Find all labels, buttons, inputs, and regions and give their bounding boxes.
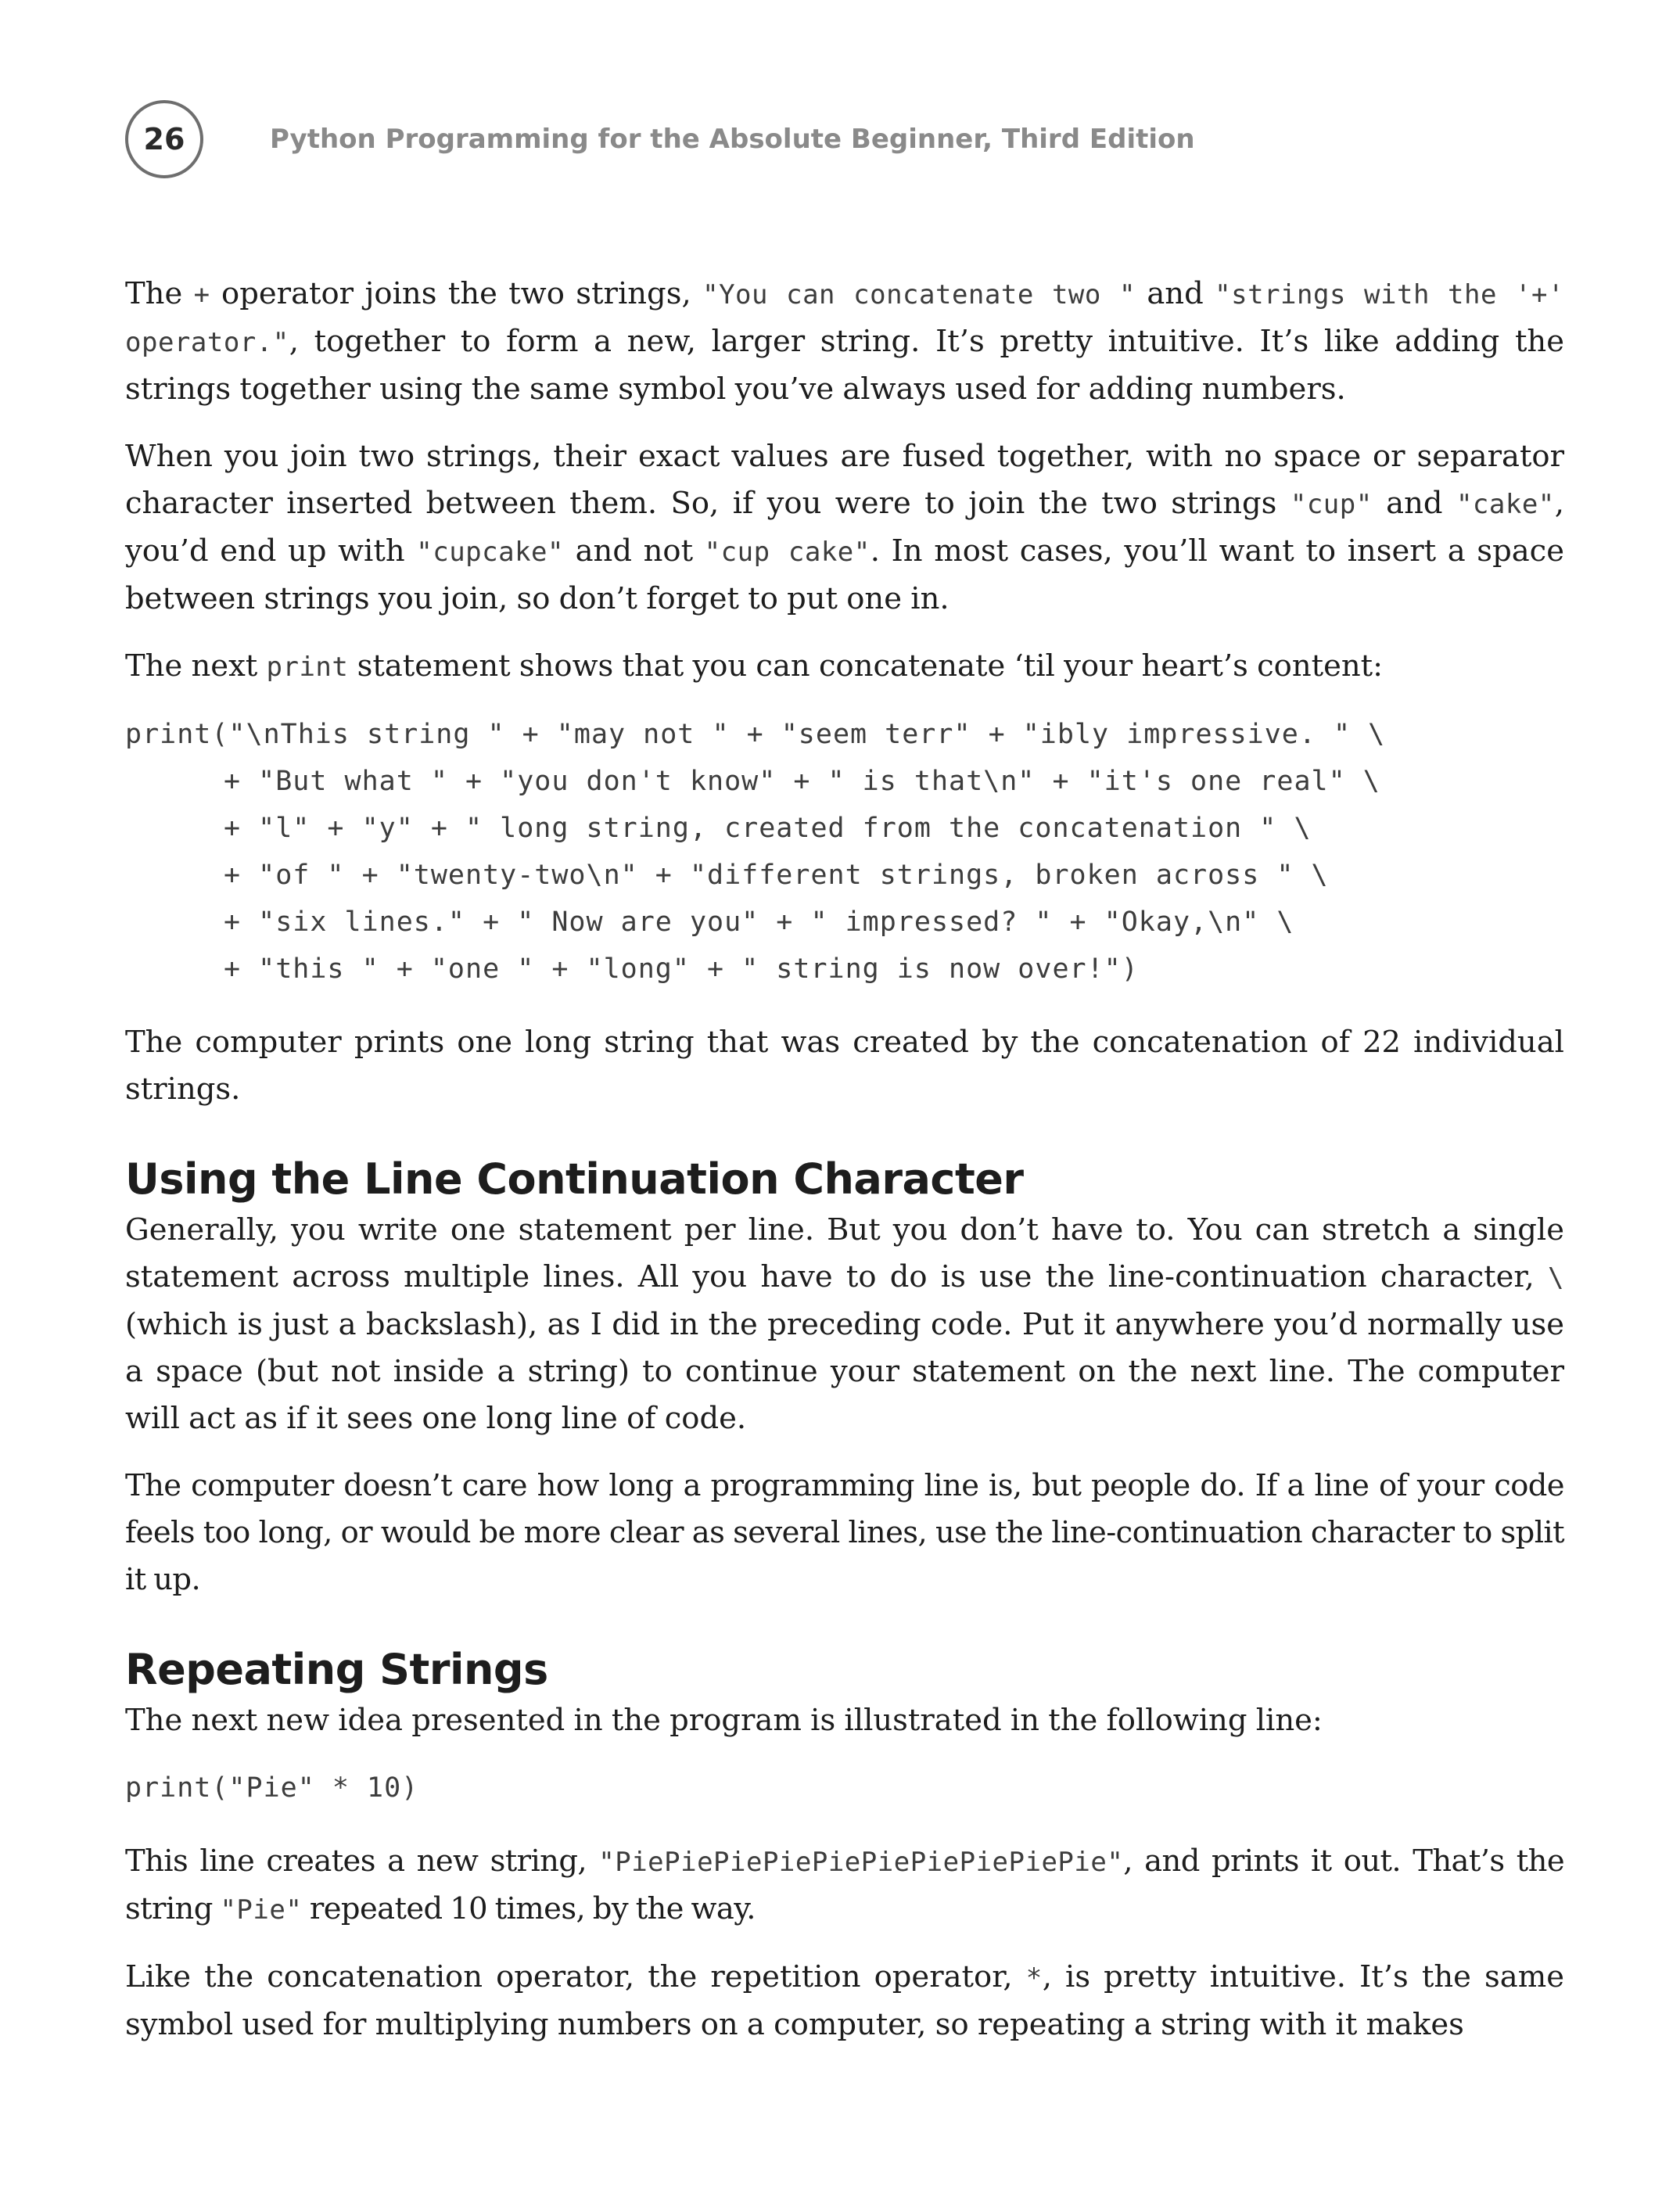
inline-code: print	[266, 652, 349, 683]
text-run: operator joins the two strings,	[210, 276, 703, 311]
section-heading-line-continuation: Using the Line Continuation Character	[125, 1154, 1024, 1204]
text-run: statement shows that you can concatenate ‘til your heart’s content:	[348, 648, 1384, 684]
page-body	[125, 271, 1564, 2069]
text-run: The	[125, 276, 194, 311]
text-run: , together to form a new, larger string. It’s pretty intuitive. It’s like adding the strings together using the same symbol you’ve always used for adding numbers.	[125, 324, 1564, 407]
paragraph-pie-string	[125, 1838, 1564, 1933]
code-line: + "But what " + "you don't know" + " is that\n" + "it's one real" \	[224, 766, 1380, 797]
code-line: print("\nThis string " + "may not " + "seem terr" + "ibly impressive. " \	[125, 719, 1386, 750]
inline-code: "cup cake"	[704, 537, 871, 568]
inline-code: "cupcake"	[416, 537, 564, 568]
text-run: , you’d end up with	[125, 486, 1565, 569]
code-line: + "six lines." + " Now are you" + " impressed? " + "Okay,\n" \	[224, 907, 1294, 938]
text-run: The next	[125, 648, 267, 684]
text-run: and	[1135, 276, 1215, 311]
paragraph-line-length: The computer doesn’t care how long a programming line is, but people do. If a line of your code feels too long, or would be more clear as several lines, use the line-continuation character to split it up.	[125, 1468, 1564, 1597]
inline-code: "You can concatenate two "	[702, 279, 1136, 311]
section-heading-repeating-strings: Repeating Strings	[125, 1645, 548, 1694]
running-head: Python Programming for the Absolute Beginner, Third Edition	[270, 124, 1195, 155]
text-run: , is pretty intuitive. It’s the same symbol used for multiplying numbers on a computer, so repeating a string with it makes	[125, 1959, 1564, 2042]
page-number: 26	[125, 100, 203, 178]
paragraph-repeating-intro: The next new idea presented in the program is illustrated in the following line:	[125, 1703, 1323, 1738]
inline-code: *	[1025, 1962, 1043, 1994]
inline-code: "cake"	[1456, 489, 1555, 520]
paragraph-next-print	[125, 643, 1564, 691]
inline-code: "Pie"	[220, 1894, 303, 1926]
text-run: When you join two strings, their exact values are fused together, with no space or separator character inserted between them. So, if you were to join the two strings	[125, 439, 1564, 521]
page-header	[125, 99, 1195, 180]
paragraph-join-no-space	[125, 433, 1564, 623]
code-block-concatenation	[125, 711, 1564, 993]
code-line: + "l" + "y" + " long string, created from the concatenation " \	[224, 813, 1312, 844]
code-line: + "this " + "one " + "long" + " string is now over!")	[224, 953, 1139, 985]
inline-code: "cup"	[1290, 489, 1373, 520]
inline-code: "strings with the '+' operator."	[125, 279, 1565, 358]
code-block-repetition: print("Pie" * 10)	[125, 1772, 419, 1804]
text-run: and	[1372, 486, 1456, 521]
inline-code: \	[1548, 1262, 1564, 1294]
text-run: (which is just a backslash), as I did in the preceding code. Put it anywhere you’d normally use a space (but not inside a string) to continue your statement on the next line. The computer will act as if it sees one long line of code.	[125, 1307, 1564, 1436]
paragraph-concatenation-intro	[125, 271, 1564, 413]
paragraph-line-continuation	[125, 1207, 1564, 1442]
text-run: . In most cases, you’ll want to insert a space between strings you join, so don’t forget to put one in.	[125, 533, 1565, 616]
paragraph-repetition-operator	[125, 1954, 1564, 2048]
text-run: and not	[563, 533, 705, 569]
text-run: repeated 10 times, by the way.	[302, 1891, 756, 1926]
code-line: + "of " + "twenty-two\n" + "different strings, broken across " \	[224, 860, 1329, 891]
text-run: Like the concatenation operator, the repetition operator,	[125, 1959, 1026, 1994]
text-run: , and prints it out. That’s the string	[125, 1844, 1565, 1926]
paragraph-computer-prints: The computer prints one long string that was created by the concatenation of 22 individual strings.	[125, 1025, 1564, 1107]
text-run: Generally, you write one statement per line. But you don’t have to. You can stretch a single statement across multiple lines. All you have to do is use the line-continuation character,	[125, 1212, 1564, 1294]
inline-code: +	[193, 279, 210, 311]
text-run: This line creates a new string,	[125, 1844, 599, 1879]
inline-code: "PiePiePiePiePiePiePiePiePiePie"	[598, 1847, 1124, 1878]
